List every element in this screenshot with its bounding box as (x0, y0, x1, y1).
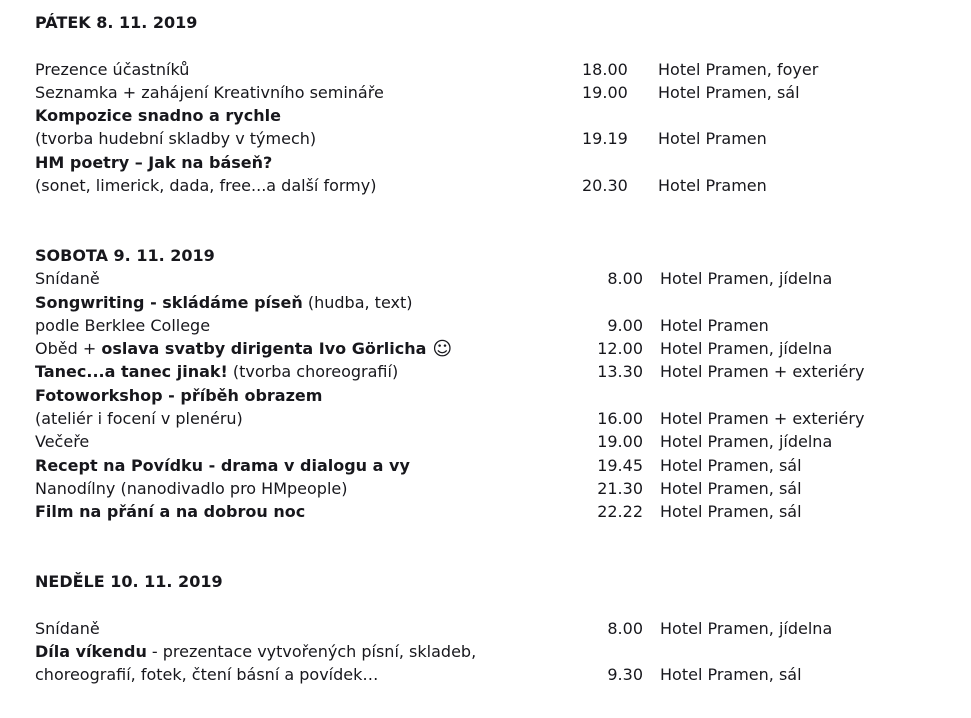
event-row (35, 58, 971, 81)
event-text: HM poetry – Jak na báseň? (35, 152, 273, 172)
event-time: 8.00 (607, 269, 643, 289)
event-row (35, 291, 971, 314)
event-time: 9.30 (607, 665, 643, 685)
event-row (35, 454, 971, 477)
event-time: 16.00 (597, 409, 643, 429)
event-time: 19.19 (582, 129, 628, 149)
section-spacer (35, 524, 971, 571)
event-row (35, 127, 971, 150)
event-text: Film na přání a na dobrou noc (35, 502, 306, 522)
event-location: Hotel Pramen (658, 176, 767, 196)
event-location: Hotel Pramen, sál (658, 82, 800, 102)
event-row (35, 500, 971, 523)
event-text: (sonet, limerick, dada, free...a další formy) (35, 176, 377, 196)
event-location: Hotel Pramen, jídelna (660, 339, 833, 359)
event-time: 12.00 (597, 339, 643, 359)
event-text: Nanodílny (nanodivadlo pro HMpeople) (35, 478, 348, 498)
section-title: NEDĚLE 10. 11. 2019 (35, 572, 223, 592)
section-spacer (35, 197, 971, 244)
event-text: Seznamka + zahájení Kreativního semináře (35, 82, 384, 102)
event-location: Hotel Pramen, sál (660, 478, 802, 498)
event-row (35, 174, 971, 197)
event-time: 9.00 (607, 315, 643, 335)
event-time: 13.30 (597, 362, 643, 382)
event-location: Hotel Pramen (658, 129, 767, 149)
event-row (35, 663, 971, 686)
event-time: 19.00 (582, 82, 628, 102)
event-text: (tvorba hudební skladby v týmech) (35, 129, 317, 149)
event-text: (tvorba choreografií) (227, 362, 399, 382)
event-location: Hotel Pramen + exteriéry (660, 362, 865, 382)
event-row (35, 151, 971, 174)
smiley-face-icon: ☺ (432, 338, 453, 361)
event-text: - prezentace vytvořených písní, skladeb, (146, 642, 477, 662)
event-row (35, 360, 971, 383)
event-text: Tanec...a tanec jinak! (35, 362, 228, 382)
event-time: 21.30 (597, 478, 643, 498)
event-row (35, 640, 971, 663)
event-location: Hotel Pramen, sál (660, 502, 802, 522)
event-time: 19.45 (597, 455, 643, 475)
event-text: podle Berklee College (35, 315, 211, 335)
event-row (35, 477, 971, 500)
section-sunday (35, 570, 971, 686)
section-friday (35, 11, 971, 197)
event-text: oslava svatby dirigenta Ivo Görlicha (101, 339, 427, 359)
event-row (35, 314, 971, 337)
event-text: Díla víkendu (35, 642, 147, 662)
event-location: Hotel Pramen (660, 315, 769, 335)
event-time: 18.00 (582, 59, 628, 79)
event-text: Oběd + (35, 339, 102, 359)
event-text: Recept na Povídku - drama v dialogu a vy (35, 455, 410, 475)
event-text: (hudba, text) (302, 292, 413, 312)
event-text: Večeře (35, 432, 90, 452)
event-text: Prezence účastníků (35, 59, 190, 79)
event-text: (ateliér i focení v plenéru) (35, 409, 243, 429)
event-text: Songwriting - skládáme píseň (35, 292, 303, 312)
event-text: Snídaně (35, 618, 100, 638)
event-row (35, 81, 971, 104)
event-location: Hotel Pramen + exteriéry (660, 409, 865, 429)
blank-line (35, 34, 971, 57)
event-text: Fotoworkshop - příběh obrazem (35, 385, 323, 405)
event-text: Snídaně (35, 269, 100, 289)
section-title: SOBOTA 9. 11. 2019 (35, 245, 215, 265)
event-text: choreografií, fotek, čtení básní a povídek… (35, 665, 379, 685)
event-time: 22.22 (597, 502, 643, 522)
event-row (35, 337, 971, 360)
event-time: 19.00 (597, 432, 643, 452)
event-location: Hotel Pramen, jídelna (660, 432, 833, 452)
blank-line (35, 593, 971, 616)
section-saturday (35, 244, 971, 524)
event-location: Hotel Pramen, jídelna (660, 618, 833, 638)
section-title: PÁTEK 8. 11. 2019 (35, 13, 198, 32)
event-row (35, 384, 971, 407)
event-location: Hotel Pramen, foyer (658, 59, 819, 79)
event-time: 8.00 (607, 618, 643, 638)
event-location: Hotel Pramen, sál (660, 455, 802, 475)
event-row (35, 430, 971, 453)
event-row (35, 104, 971, 127)
event-time: 20.30 (582, 176, 628, 196)
event-row (35, 407, 971, 430)
event-row (35, 267, 971, 290)
event-text: Kompozice snadno a rychle (35, 106, 281, 126)
event-location: Hotel Pramen, sál (660, 665, 802, 685)
event-row (35, 617, 971, 640)
event-location: Hotel Pramen, jídelna (660, 269, 833, 289)
